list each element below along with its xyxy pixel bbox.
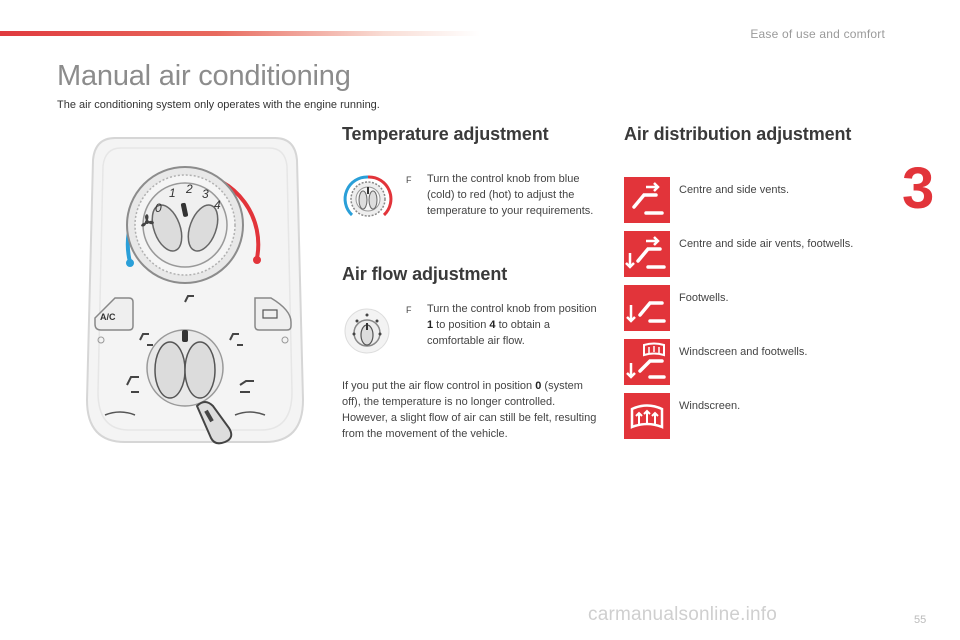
airflow-instruction: Turn the control knob from position 1 to position 4 to obtain a comfortable air flow.: [427, 303, 597, 347]
position-from: 1: [427, 319, 434, 331]
position-off: 0: [535, 380, 542, 392]
watermark: carmanualsonline.info: [588, 604, 778, 625]
footwells-icon: [624, 285, 670, 331]
dial-number: 1: [169, 186, 176, 200]
windscreen-footwells-icon: [624, 339, 670, 385]
airflow-heading: Air flow adjustment: [342, 264, 508, 284]
dial-number: 3: [202, 187, 209, 201]
position-to: 4: [489, 319, 496, 331]
page-title: Manual air conditioning: [57, 60, 351, 92]
control-panel-illustration: [85, 130, 305, 446]
temperature-heading: Temperature adjustment: [342, 124, 549, 144]
airflow-note: If you put the air flow control in position 0 (system off), the temperature is no longer controlled. However, a slight flow of air can still be felt, resulting from the movement of the vehicle.: [342, 380, 597, 440]
distribution-label: Centre and side vents.: [679, 184, 790, 196]
distribution-label: Windscreen.: [679, 400, 741, 412]
temperature-instruction: Turn the control knob from blue (cold) to red (hot) to adjust the temperature to your requirements.: [427, 173, 594, 217]
distribution-label: Windscreen and footwells.: [679, 346, 808, 358]
distribution-heading: Air distribution adjustment: [624, 124, 852, 144]
section-header: Ease of use and comfort: [750, 27, 885, 41]
chapter-number: 3: [902, 156, 935, 221]
bullet-marker: F: [406, 175, 412, 185]
ac-label: A/C: [100, 312, 116, 322]
windscreen-icon: [624, 393, 670, 439]
distribution-label: Centre and side air vents, footwells.: [679, 238, 854, 250]
header-accent-bar: [0, 31, 480, 36]
bullet-marker: F: [406, 305, 412, 315]
centre-side-vents-icon: [624, 177, 670, 223]
page-number: 55: [914, 614, 927, 626]
intro-text: The air conditioning system only operates with the engine running.: [57, 99, 380, 111]
airflow-knob-icon: [342, 306, 392, 361]
dial-number: 2: [186, 182, 193, 196]
dial-number: 4: [214, 198, 221, 212]
dial-number: 0: [155, 201, 162, 215]
temperature-knob-icon: [342, 173, 394, 230]
distribution-label: Footwells.: [679, 292, 729, 304]
centre-side-vents-footwells-icon: [624, 231, 670, 277]
